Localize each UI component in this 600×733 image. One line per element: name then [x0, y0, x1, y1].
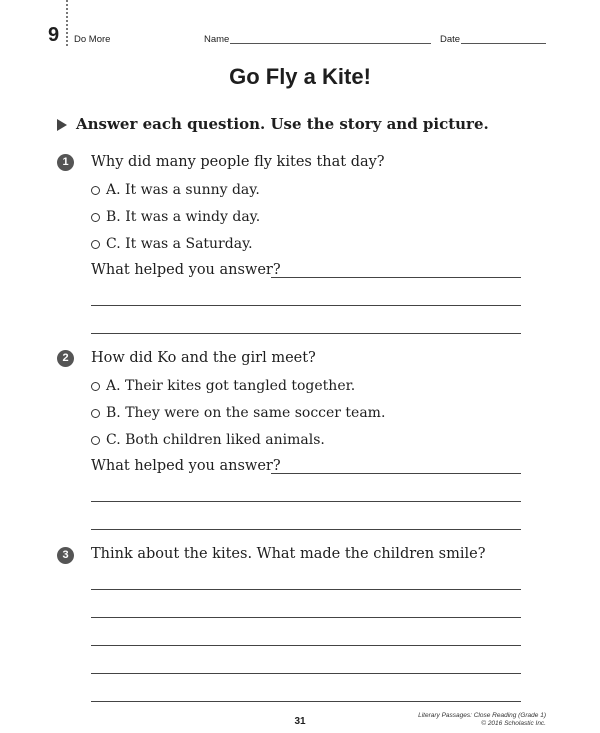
- answer-line[interactable]: [271, 473, 521, 474]
- answer-line[interactable]: [91, 701, 521, 702]
- answer-line[interactable]: [91, 617, 521, 618]
- header-dotted-divider: [66, 0, 68, 46]
- answer-option[interactable]: [91, 378, 355, 394]
- radio-circle-icon[interactable]: [91, 240, 100, 249]
- question-text: Think about the kites. What made the children smile?: [91, 546, 486, 562]
- page-section-number: 9: [48, 24, 60, 46]
- answer-line[interactable]: [271, 277, 521, 278]
- answer-line[interactable]: [91, 501, 521, 502]
- radio-circle-icon[interactable]: [91, 186, 100, 195]
- question-number-badge: 2: [57, 350, 74, 367]
- answer-line[interactable]: [91, 645, 521, 646]
- helped-answer-label: What helped you answer?: [91, 262, 281, 278]
- option-label: A. Their kites got tangled together.: [106, 378, 356, 394]
- directions-text: Answer each question. Use the story and picture.: [76, 115, 489, 133]
- section-label: Do More: [74, 34, 111, 45]
- answer-line[interactable]: [91, 333, 521, 334]
- answer-option[interactable]: [91, 236, 253, 252]
- directions-arrow-icon: [57, 119, 67, 131]
- question-number-badge: 1: [57, 154, 74, 171]
- question-text: How did Ko and the girl meet?: [91, 350, 316, 366]
- answer-line[interactable]: [91, 673, 521, 674]
- date-label: Date: [440, 34, 461, 45]
- name-label: Name: [204, 34, 230, 45]
- option-label: B. They were on the same soccer team.: [106, 405, 386, 421]
- helped-answer-label: What helped you answer?: [91, 458, 281, 474]
- option-label: C. Both children liked animals.: [106, 432, 325, 448]
- answer-option[interactable]: [91, 405, 385, 421]
- answer-option[interactable]: [91, 209, 260, 225]
- copyright-credit: [350, 712, 546, 728]
- credit-line: Literary Passages: Close Reading (Grade 1): [418, 712, 546, 719]
- question-number-badge: 3: [57, 547, 74, 564]
- answer-line[interactable]: [91, 589, 521, 590]
- page-number: 31: [294, 716, 306, 727]
- radio-circle-icon[interactable]: [91, 382, 100, 391]
- question-text: Why did many people fly kites that day?: [91, 154, 385, 170]
- option-label: C. It was a Saturday.: [106, 236, 253, 252]
- answer-line[interactable]: [91, 529, 521, 530]
- option-label: A. It was a sunny day.: [106, 182, 260, 198]
- page-title: Go Fly a Kite!: [229, 64, 371, 89]
- answer-option[interactable]: [91, 182, 260, 198]
- credit-line: © 2016 Scholastic Inc.: [481, 720, 546, 727]
- answer-line[interactable]: [91, 305, 521, 306]
- radio-circle-icon[interactable]: [91, 436, 100, 445]
- radio-circle-icon[interactable]: [91, 213, 100, 222]
- radio-circle-icon[interactable]: [91, 409, 100, 418]
- date-field[interactable]: [461, 43, 546, 44]
- answer-option[interactable]: [91, 432, 325, 448]
- name-field[interactable]: [230, 43, 431, 44]
- option-label: B. It was a windy day.: [106, 209, 261, 225]
